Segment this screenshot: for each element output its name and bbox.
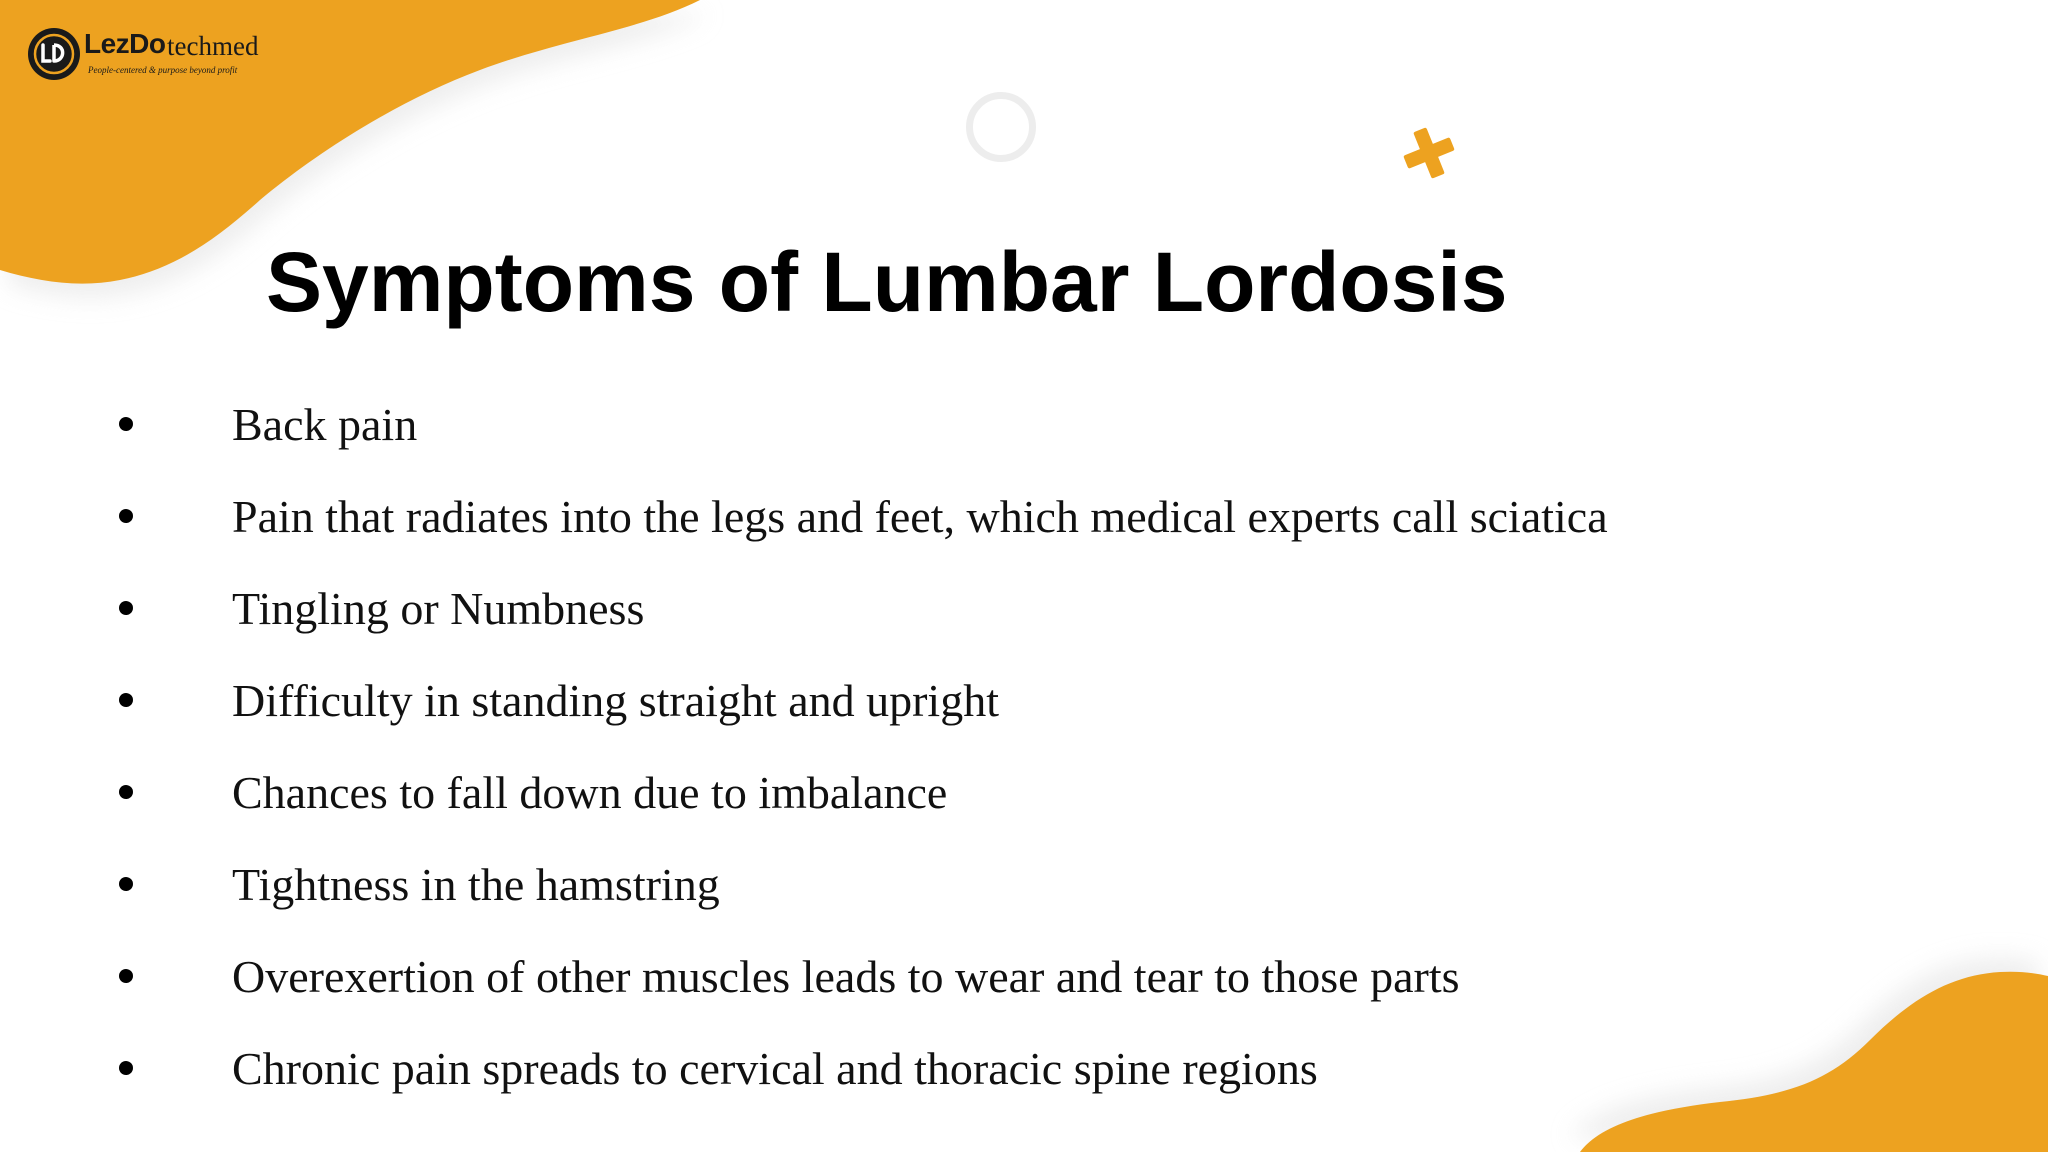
logo-subbrand-text: techmed bbox=[167, 31, 259, 61]
bullet-icon bbox=[119, 417, 133, 431]
bullet-icon bbox=[119, 693, 133, 707]
company-logo bbox=[28, 24, 288, 84]
list-item bbox=[0, 763, 1900, 823]
bullet-icon bbox=[119, 785, 133, 799]
list-item bbox=[0, 947, 1900, 1007]
list-item bbox=[0, 855, 1900, 915]
list-item-text: Chances to fall down due to imbalance bbox=[232, 767, 948, 818]
list-item-text: Tingling or Numbness bbox=[232, 583, 645, 634]
list-item-text: Back pain bbox=[232, 399, 418, 450]
slide-title: Symptoms of Lumbar Lordosis bbox=[266, 235, 1508, 329]
logo-brand-text: LezDo bbox=[84, 28, 166, 59]
bullet-icon bbox=[119, 969, 133, 983]
ld-monogram-icon bbox=[28, 28, 80, 80]
plus-icon bbox=[1398, 122, 1460, 184]
bullet-icon bbox=[119, 877, 133, 891]
list-item-text: Chronic pain spreads to cervical and thoracic spine regions bbox=[232, 1043, 1318, 1094]
list-item-text: Overexertion of other muscles leads to wear and tear to those parts bbox=[232, 951, 1460, 1002]
logo-tagline: People-centered & purpose beyond profit bbox=[88, 65, 238, 75]
list-item bbox=[0, 487, 1900, 547]
list-item-text: Tightness in the hamstring bbox=[232, 859, 720, 910]
list-item bbox=[0, 1039, 1900, 1099]
ring-icon bbox=[966, 92, 1036, 162]
list-item-text: Pain that radiates into the legs and feet, which medical experts call sciatica bbox=[232, 491, 1608, 542]
list-item bbox=[0, 579, 1900, 639]
bullet-icon bbox=[119, 601, 133, 615]
list-item bbox=[0, 671, 1900, 731]
bullet-icon bbox=[119, 1061, 133, 1075]
bullet-icon bbox=[119, 509, 133, 523]
list-item bbox=[0, 395, 1900, 455]
list-item-text: Difficulty in standing straight and upright bbox=[232, 675, 999, 726]
